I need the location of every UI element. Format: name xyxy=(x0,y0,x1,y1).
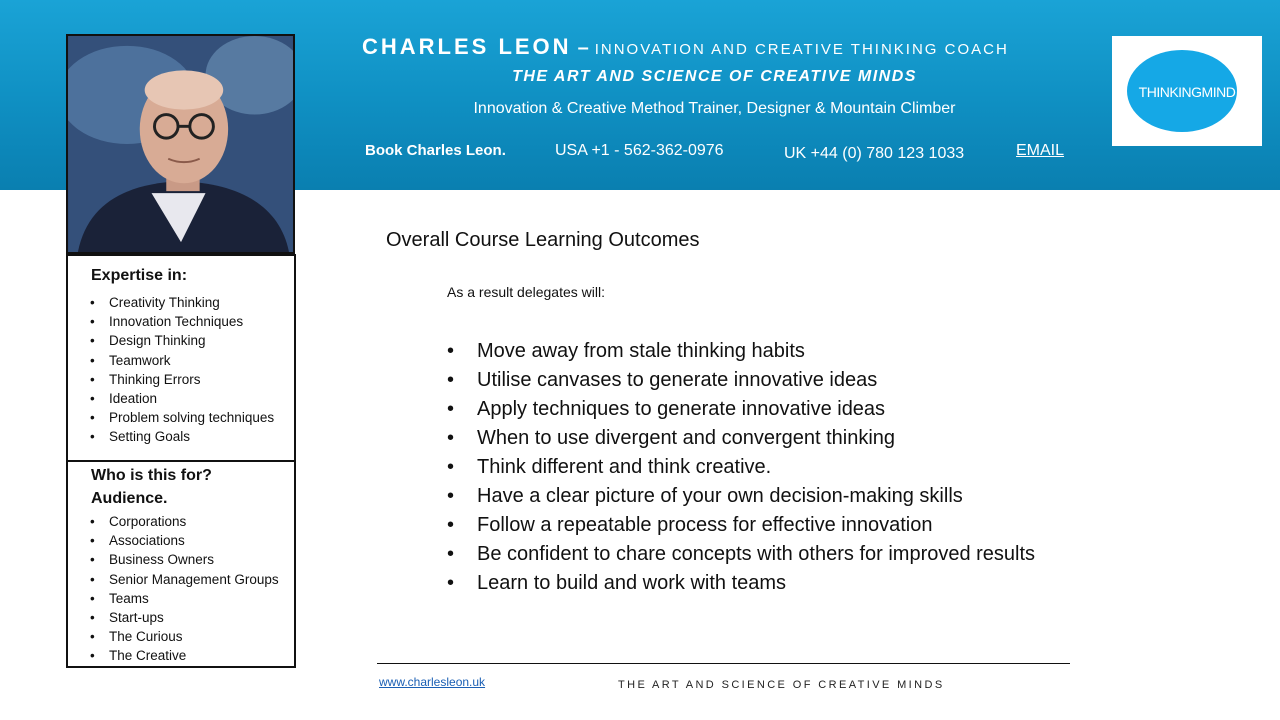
outcome-item: • Follow a repeatable process for effective innovation xyxy=(447,511,1035,540)
list-item: • Innovation Techniques xyxy=(90,312,294,331)
list-item: • Setting Goals xyxy=(90,427,294,446)
main-heading: Overall Course Learning Outcomes xyxy=(386,229,700,251)
outcome-item: • When to use divergent and convergent thinking xyxy=(447,424,1035,453)
outcome-item: • Apply techniques to generate innovative ideas xyxy=(447,395,1035,424)
website-link[interactable]: www.charlesleon.uk xyxy=(379,675,486,689)
list-item: • Corporations xyxy=(90,512,294,531)
uk-phone: UK +44 (0) 780 123 1033 xyxy=(784,145,965,162)
audience-list xyxy=(90,512,294,666)
title-dash: – xyxy=(577,37,589,59)
speaker-photo xyxy=(66,34,295,254)
email-link[interactable]: EMAIL xyxy=(1016,142,1065,159)
outcomes-list xyxy=(447,337,1035,598)
main-intro: As a result delegates will: xyxy=(447,284,605,300)
logo-word-thinking: THINKING xyxy=(1138,84,1202,100)
header-subtitle: THE ART AND SCIENCE OF CREATIVE MINDS xyxy=(512,68,917,85)
list-item: • Ideation xyxy=(90,389,294,408)
expertise-heading: Expertise in: xyxy=(91,267,188,284)
outcome-item: • Move away from stale thinking habits xyxy=(447,337,1035,366)
audience-subheading: Audience. xyxy=(91,490,168,507)
outcome-item: • Have a clear picture of your own decision-making skills xyxy=(447,482,1035,511)
audience-box xyxy=(66,460,296,668)
outcome-item: • Utilise canvases to generate innovative ideas xyxy=(447,366,1035,395)
list-item: • Teams xyxy=(90,589,294,608)
audience-heading: Who is this for? xyxy=(91,467,212,484)
thinking-mind-logo xyxy=(1112,36,1262,146)
logo-word-mind: MIND xyxy=(1201,84,1236,100)
expertise-list xyxy=(90,293,294,447)
list-item: • Senior Management Groups xyxy=(90,570,294,589)
speaker-portrait-image xyxy=(68,36,293,252)
outcome-item: • Learn to build and work with teams xyxy=(447,569,1035,598)
list-item: • Creativity Thinking xyxy=(90,293,294,312)
list-item: • Thinking Errors xyxy=(90,370,294,389)
list-item: • The Curious xyxy=(90,627,294,646)
footer-tagline: THE ART AND SCIENCE OF CREATIVE MINDS xyxy=(618,679,945,691)
outcome-item: • Be confident to chare concepts with others for improved results xyxy=(447,540,1035,569)
usa-phone: USA +1 - 562-362-0976 xyxy=(555,142,724,159)
list-item: • Business Owners xyxy=(90,550,294,569)
book-label: Book Charles Leon. xyxy=(365,142,506,159)
logo-text xyxy=(1112,84,1262,100)
header-title xyxy=(362,34,1082,60)
outcome-item: • Think different and think creative. xyxy=(447,453,1035,482)
list-item: • Design Thinking xyxy=(90,331,294,350)
list-item: • Teamwork xyxy=(90,351,294,370)
list-item: • Problem solving techniques xyxy=(90,408,294,427)
coach-name: CHARLES LEON xyxy=(362,34,572,59)
list-item: • Start-ups xyxy=(90,608,294,627)
footer-divider xyxy=(377,663,1070,664)
header-tagline: Innovation & Creative Method Trainer, Designer & Mountain Climber xyxy=(473,100,956,117)
list-item: • Associations xyxy=(90,531,294,550)
list-item: • The Creative xyxy=(90,646,294,665)
coach-role: INNOVATION AND CREATIVE THINKING COACH xyxy=(594,41,1009,58)
expertise-box xyxy=(66,254,296,462)
